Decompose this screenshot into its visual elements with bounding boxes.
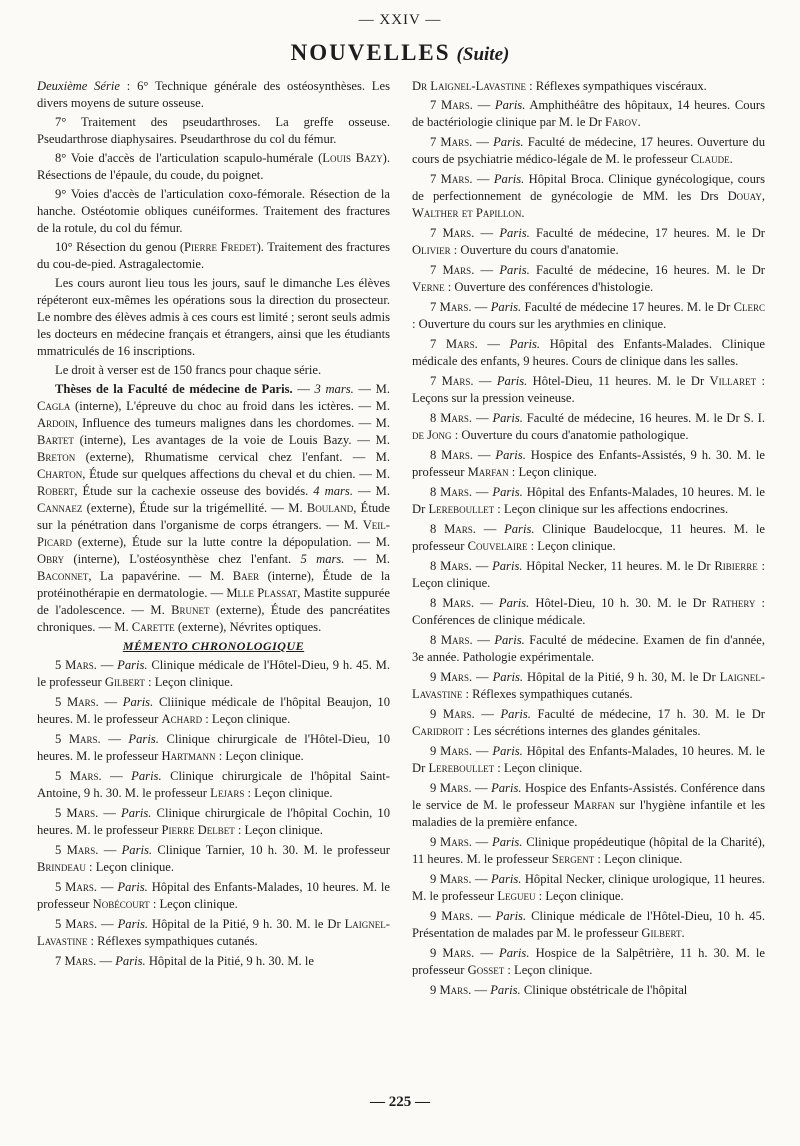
doctor-name: Marfan xyxy=(573,798,615,812)
continued-entry xyxy=(412,78,765,95)
entry-text: Hôpital Necker, 11 heures. M. le Dr xyxy=(526,559,715,573)
memento-entry: 5 Mars. — Paris. Clinique chirurgicale de l'Hôtel-Dieu, 10 heures. M. le professeur Hartmann : Leçon clinique. xyxy=(37,732,390,763)
thesis-title: , Étude sur la pénétration dans l'organisme de corps étrangers. — xyxy=(37,501,391,532)
entry-text: : Leçon clinique. xyxy=(504,963,593,977)
entry-text: Hospice des Enfants-Assistés. Conférence dans le service de M. le professeur xyxy=(412,781,765,812)
memento-entry: 7 Mars. — Paris. Amphithéâtre des hôpitaux, 14 heures. Cours de bactériologie clinique par M. le Dr Farov. xyxy=(412,98,765,129)
memento-entry: 5 Mars. — Paris. Cliinique médicale de l'hôpital Beaujon, 10 heures. M. le professeur Achard : Leçon clinique. xyxy=(37,695,390,726)
entry-text: Clinique Baudelocque, 11 heures. M. le professeur xyxy=(412,522,765,553)
entry-text: : Leçon clinique sur les affections endocrines. xyxy=(494,502,729,516)
memento-entry: 8 Mars. — Paris. Clinique Baudelocque, 11 heures. M. le professeur Couvelaire : Leçon clinique. xyxy=(412,522,765,553)
entry-date: 7 Mars. xyxy=(430,263,475,277)
memento-entry: 7 Mars. — Paris. Hôpital des Enfants-Malades. Clinique médicale des enfants, 9 heures. Cours de clinique dans les salles. xyxy=(412,337,765,368)
entry-city: Paris. xyxy=(117,658,148,672)
entry-city: Paris. xyxy=(492,670,524,684)
thesis-author: M. Cannaez xyxy=(37,484,391,515)
entry-city: Paris. xyxy=(495,909,527,923)
thesis-author: M. Veil-Picard xyxy=(37,518,390,549)
entry-city: Paris. xyxy=(499,263,530,277)
doctor-name: Achard xyxy=(161,712,203,726)
entry-text: : Leçon clinique. xyxy=(202,712,291,726)
entry-date: 9 Mars. xyxy=(430,670,473,684)
paragraph: Les cours auront lieu tous les jours, sauf le dimanche Les élèves répéteront eux-mêmes les opérations sous la direction du prosecteur. Le nombre des élèves admis à ces cours est limité ; seront seuls admis les docteurs en médecine français et étrangers, ainsi que les étudiants mmatriculés de 16 inscriptions. xyxy=(37,276,390,358)
entry-text: Faculté de médecine, 17 h. 30. M. le Dr xyxy=(537,707,765,721)
entry-city: Paris. xyxy=(490,983,521,997)
thesis-author: M. Breton xyxy=(37,433,390,464)
thesis-title: (externe), Rhumatisme cervical chez l'enfant. — xyxy=(75,450,376,464)
doctor-name: Sergent xyxy=(551,852,595,866)
entry-date: 9 Mars. xyxy=(430,835,472,849)
entry-text: Faculté de médecine, 16 heures. M. le Dr xyxy=(535,263,765,277)
thesis-title: (externe), Névrites optiques. xyxy=(174,620,322,634)
memento-entry: 8 Mars. — Paris. Hôpital Necker, 11 heures. M. le Dr Ribierre : Leçon clinique. xyxy=(412,559,766,590)
right-column xyxy=(412,78,765,1002)
thesis-date: 5 mars. xyxy=(300,552,345,566)
entry-date: 9 Mars. xyxy=(430,872,472,886)
theses-paragraph: Thèses de la Faculté de médecine de Paris. — 3 mars. — M. Cagla (interne), L'épreuve du choc au froid dans les ictères. — M. Ardoin, Influence des tumeurs malignes dans les chordomes. — M. Bartet (interne), Les avantages de la voie de Louis Bazy. — M. Breton (externe), Rhumatisme cervical chez l'enfant. — M. Charton, Étude sur quelques affections du cheval et du chien. — M. Robert, Étude sur la cachexie osseuse des bovidés. 4 mars. — M. Cannaez (externe), Étude sur la trigémellité. — M. Bouland, Étude sur la pénétration dans l'organisme de corps étrangers. — M. Veil-Picard (externe), Étude sur la lutte contre la dépopulation. — M. Obry (interne), L'ostéosynthèse chez l'enfant. 5 mars. — M. Baconnet, La papavérine. — M. Baer (interne), Étude de la protéinothérapie en dermatologie. — Mlle Plassat, Mastite suppurée de l'adolescence. — M. Brunet (externe), Étude des pancréatites chroniques. — M. Carette (externe), Névrites optiques. xyxy=(37,382,391,634)
memento-entry: 9 Mars. — Paris. Hôpital de la Pitié, 9 h. 30, M. le Dr Laignel-Lavastine : Réflexes sympathiques cutanés. xyxy=(412,670,765,701)
entry-text: sur l'hygiène infantile et les maladies de la première enfance. xyxy=(412,798,765,829)
entry-text: Clinique Tarnier, 10 h. 30. M. le professeur xyxy=(157,843,390,857)
entry-date: 7 Mars. xyxy=(430,172,473,186)
thesis-author: M. Charton xyxy=(37,450,390,481)
entry-text: Clinique médicale de l'Hôtel-Dieu, 10 h. 45. Présentation de malades par M. le professeur xyxy=(412,909,765,940)
entry-city: Paris. xyxy=(498,596,530,610)
thesis-title: (interne), Les avantages de la voie de Louis Bazy. — xyxy=(73,433,376,447)
entry-text: : Réflexes sympathiques cutanés. xyxy=(462,687,633,701)
memento-entry: 9 Mars. — Paris. Hospice des Enfants-Assistés. Conférence dans le service de M. le professeur Marfan sur l'hygiène infantile et les maladies de la première enfance. xyxy=(412,781,765,829)
thesis-title: (interne), L'ostéosynthèse chez l'enfant. xyxy=(64,552,292,566)
left-entries xyxy=(37,657,390,970)
entry-text: Clinique médicale de l'Hôtel-Dieu, 9 h. 45. M. le professeur xyxy=(37,658,391,689)
memento-entry: 7 Mars. — Paris. Faculté de médecine 17 heures. M. le Dr Clerc : Ouverture du cours sur les arythmies en clinique. xyxy=(412,300,765,331)
entry-date: 7 Mars. xyxy=(430,337,478,351)
entry-city: Paris. xyxy=(504,522,535,536)
doctor-name: Nobécourt xyxy=(92,897,150,911)
doctor-name: Pierre Delbet xyxy=(161,823,235,837)
entry-city: Paris. xyxy=(492,559,523,573)
entry-date: 5 Mars. xyxy=(55,732,101,746)
memento-entry: 8 Mars. — Paris. Hôtel-Dieu, 10 h. 30. M. le Dr Rathery : Conférences de clinique médicale. xyxy=(412,596,765,627)
paragraph-text: 8° Voie d'accès de l'articulation scapulo-humérale ( xyxy=(55,151,323,165)
entry-text: : Leçon clinique. xyxy=(412,559,766,590)
entry-text: : Réflexes sympathiques cutanés. xyxy=(87,934,258,948)
thesis-title: (interne), L'épreuve du choc au froid dans les ictères. — xyxy=(70,399,376,413)
entry-date: 7 Mars. xyxy=(430,226,475,240)
paragraph xyxy=(37,239,390,273)
entry-city: Paris. xyxy=(115,954,146,968)
doctor-name: Lereboullet xyxy=(428,502,495,516)
entry-date: 7 Mars. xyxy=(430,300,472,314)
entry-city: Paris. xyxy=(494,633,525,647)
doctor-name: Rathery xyxy=(712,596,756,610)
entry-text: Hôpital des Enfants-Malades, 10 heures. M. le Dr xyxy=(412,485,765,516)
entry-text: : Conférences de clinique médicale. xyxy=(412,596,765,627)
entry-text: Hôpital des Enfants-Malades, 10 heures. M. le professeur xyxy=(37,880,390,911)
entry-text: : Leçon clinique. xyxy=(508,465,597,479)
entry-city: Paris. xyxy=(492,835,523,849)
memento-entry: 5 Mars. — Paris. Hôpital de la Pitié, 9 h. 30. M. le Dr Laignel-Lavastine : Réflexes sympathiques cutanés. xyxy=(37,917,390,948)
doctor-name: Olivier xyxy=(412,243,451,257)
entry-text: . xyxy=(521,206,525,220)
memento-entry: 9 Mars. — Paris. Clinique propédeutique (hôpital de la Charité), 11 heures. M. le professeur Sergent : Leçon clinique. xyxy=(412,835,766,866)
entry-text: Faculté de médecine, 17 heures. M. le Dr xyxy=(535,226,765,240)
entry-text: Hôpital Necker, clinique urologique, 11 heures. M. le professeur xyxy=(412,872,765,903)
entry-date: 9 Mars. xyxy=(430,707,475,721)
entry-date: 9 Mars. xyxy=(430,781,472,795)
entry-text: : Les sécrétions internes des glandes génitales. xyxy=(463,724,701,738)
doctor-name: Claude xyxy=(690,152,730,166)
thesis-title: (externe), Étude sur la trigémellité. — xyxy=(82,501,289,515)
entry-text: : Ouverture du cours d'anatomie. xyxy=(450,243,619,257)
doctor-name: Legueu xyxy=(497,889,536,903)
memento-entry: 9 Mars. — Paris. Hospice de la Salpêtrière, 11 h. 30. M. le professeur Gosset : Leçon clinique. xyxy=(412,946,765,977)
memento-entry: 5 Mars. — Paris. Clinique chirurgicale de l'hôpital Saint-Antoine, 9 h. 30. M. le professeur Lejars : Leçon clinique. xyxy=(37,769,390,800)
title-text: NOUVELLES xyxy=(290,40,451,65)
memento-entry: 7 Mars. — Paris. Faculté de médecine, 17 heures. M. le Dr Olivier : Ouverture du cours d'anatomie. xyxy=(412,226,765,257)
doctor-name: Lereboullet xyxy=(428,761,495,775)
entry-date: 5 Mars. xyxy=(55,695,99,709)
memento-entry: 5 Mars. — Paris. Clinique médicale de l'Hôtel-Dieu, 9 h. 45. M. le professeur Gilbert : Leçon clinique. xyxy=(37,658,391,689)
entry-text: : Leçon clinique. xyxy=(535,889,624,903)
entry-text: : Ouverture du cours sur les arythmies en clinique. xyxy=(412,317,667,331)
thesis-title: , Mastite suppurée de l'adolescence. — xyxy=(37,586,390,617)
paragraph xyxy=(37,78,390,112)
entry-date: 5 Mars. xyxy=(55,769,102,783)
memento-entry: 8 Mars. — Paris. Faculté de médecine, 16 heures. M. le Dr S. I. de Jong : Ouverture du cours d'anatomie pathologique. xyxy=(412,411,766,442)
author-name: Pierre Fredet xyxy=(184,240,257,254)
doctor-name: Laignel-Lavastine xyxy=(412,670,765,701)
entry-date: 8 Mars. xyxy=(430,448,474,462)
doctor-name: Marfan xyxy=(467,465,509,479)
entry-city: Paris. xyxy=(490,300,522,314)
entry-date: 9 Mars. xyxy=(430,983,472,997)
left-column xyxy=(37,78,390,973)
memento-entry: 9 Mars. — Paris. Hôpital des Enfants-Malades, 10 heures. M. le Dr Lereboullet : Leçon clinique. xyxy=(412,744,765,775)
paragraph-text: ). Résections de l'épaule, du coude, du poignet. xyxy=(37,151,390,182)
entry-city: Paris. xyxy=(121,806,152,820)
thesis-author: M. Baer xyxy=(209,569,260,583)
entry-city: Paris. xyxy=(509,337,541,351)
entry-date: 8 Mars. xyxy=(430,485,473,499)
entry-text: Hôpital de la Pitié, 9 h. 30, M. le Dr xyxy=(526,670,720,684)
thesis-title: , Étude sur quelques affections du cheval et du chien. — xyxy=(82,467,376,481)
entry-city: Paris. xyxy=(493,172,525,186)
entry-city: Paris. xyxy=(117,917,149,931)
entry-city: Paris. xyxy=(492,411,523,425)
entry-text: Hôpital Broca. Clinique gynécologique, cours de perfectionnement de gynécologie de MM. les Drs xyxy=(412,172,765,203)
entry-text: : Leçon clinique. xyxy=(215,749,304,763)
paragraph: 7° Traitement des pseudarthroses. La greffe osseuse. Pseudarthrose diaphysaires. Pseudarthrose du col du fémur. xyxy=(37,115,390,146)
doctor-name: Gilbert xyxy=(641,926,682,940)
doctor-name: Clerc xyxy=(733,300,765,314)
entry-text: Clinique chirurgicale de l'Hôtel-Dieu, 10 heures. M. le professeur xyxy=(37,732,390,763)
entry-text: Clinique propédeutique (hôpital de la Charité), 11 heures. M. le professeur xyxy=(412,835,766,866)
entry-date: 5 Mars. xyxy=(55,658,97,672)
entry-text: Faculté de médecine. Examen de fin d'année, 3e année. Pathologie expérimentale. xyxy=(412,633,765,664)
serie-label: Deuxième Série xyxy=(37,79,121,93)
entry-date: 5 Mars. xyxy=(55,880,98,894)
thesis-title: , Influence des tumeurs malignes dans les chordomes. — xyxy=(74,416,376,430)
entry-city: Paris. xyxy=(131,769,162,783)
entry-text: : Leçons sur la pression veineuse. xyxy=(412,374,765,405)
thesis-author: M. Bouland xyxy=(288,501,354,515)
author-name: Louis Bazy xyxy=(322,151,383,165)
thesis-title: (interne), Étude de la protéinothérapie en dermatologie. — xyxy=(37,569,390,600)
entry-text: Hôpital de la Pitié, 9 h. 30. M. le xyxy=(148,954,314,968)
entry-text: Clinique chirurgicale de l'hôpital Cochin, 10 heures. M. le professeur xyxy=(37,806,390,837)
entry-text: . xyxy=(729,152,733,166)
entry-text: . xyxy=(637,115,641,129)
entry-text: Hôpital de la Pitié, 9 h. 30. M. le Dr xyxy=(151,917,345,931)
doctor-name: Gosset xyxy=(467,963,505,977)
thesis-author: M. Bartet xyxy=(37,416,390,447)
entry-text: Cliinique médicale de l'hôpital Beaujon, 10 heures. M. le professeur xyxy=(37,695,390,726)
thesis-date: 4 mars. xyxy=(313,484,353,498)
thesis-date: 3 mars. xyxy=(314,382,354,396)
entry-text: Hôpital des Enfants-Malades, 10 heures. M. le Dr xyxy=(412,744,765,775)
doctor-name: S. I. de Jong xyxy=(412,411,766,442)
memento-entry: 5 Mars. — Paris. Clinique chirurgicale de l'hôpital Cochin, 10 heures. M. le professeur Pierre Delbet : Leçon clinique. xyxy=(37,806,390,837)
right-entries xyxy=(412,97,765,999)
entry-date: 8 Mars. xyxy=(430,411,473,425)
entry-text: Hôtel-Dieu, 11 heures. M. le Dr xyxy=(532,374,710,388)
memento-entry: 8 Mars. — Paris. Faculté de médecine. Examen de fin d'année, 3e année. Pathologie expérimentale. xyxy=(412,633,765,664)
entry-date: 8 Mars. xyxy=(430,559,472,573)
theses-heading: Thèses de la Faculté de médecine de Paris. xyxy=(55,382,293,396)
page-number: — 225 — xyxy=(370,1094,430,1110)
memento-entry: 5 Mars. — Paris. Hôpital des Enfants-Malades, 10 heures. M. le professeur Nobécourt : Leçon clinique. xyxy=(37,880,390,911)
entry-date: 8 Mars. xyxy=(430,596,475,610)
entry-text: Hôtel-Dieu, 10 h. 30. M. le Dr xyxy=(535,596,713,610)
doctor-name: Douay, Walther et Papillon xyxy=(412,189,765,220)
entry-text: : Leçon clinique. xyxy=(494,761,583,775)
entry-text: : Ouverture des conférences d'histologie. xyxy=(444,280,654,294)
thesis-author: M. Robert xyxy=(37,467,390,498)
paragraph: 9° Voies d'accès de l'articulation coxo-fémorale. Résection de la hanche. Ostéotomie obliques cunéiformes. Traitement des fractures de la rotule, du col du fémur. xyxy=(37,187,390,235)
entry-city: Paris. xyxy=(122,695,154,709)
entry-text: : Réflexes sympathiques viscéraux. xyxy=(526,79,707,93)
entry-date: 7 Mars. xyxy=(430,98,473,112)
memento-entry: 8 Mars. — Paris. Hôpital des Enfants-Malades, 10 heures. M. le Dr Lereboullet : Leçon clinique sur les affections endocrines. xyxy=(412,485,765,516)
page-title xyxy=(0,40,800,66)
entry-date: 5 Mars. xyxy=(55,806,99,820)
thesis-author: M. Ardoin xyxy=(37,399,390,430)
entry-city: Paris. xyxy=(499,226,530,240)
thesis-title: (externe), Étude sur la lutte contre la dépopulation. — xyxy=(72,535,376,549)
entry-text: : Leçon clinique. xyxy=(594,852,683,866)
entry-city: Paris. xyxy=(500,707,531,721)
doctor-name: Verne xyxy=(412,280,445,294)
memento-title: MÉMENTO CHRONOLOGIQUE xyxy=(122,639,305,653)
entry-text: Clinique obstétricale de l'hôpital xyxy=(523,983,688,997)
entry-text: : Leçon clinique. xyxy=(527,539,616,553)
entry-date: 9 Mars. xyxy=(430,909,474,923)
entry-city: Paris. xyxy=(495,448,526,462)
entry-text: : Ouverture du cours d'anatomie pathologique. xyxy=(451,428,689,442)
thesis-title: (externe), Étude des pancréatites chroniques. — xyxy=(37,603,390,634)
entry-text: . xyxy=(681,926,685,940)
entry-date: 8 Mars. xyxy=(430,522,476,536)
entry-city: Paris. xyxy=(499,946,530,960)
memento-entry: 7 Mars. — Paris. Hôtel-Dieu, 11 heures. M. le Dr Villaret : Leçons sur la pression veineuse. xyxy=(412,374,765,405)
entry-date: 7 Mars. xyxy=(430,374,474,388)
doctor-name: Couvelaire xyxy=(467,539,528,553)
title-suite: (Suite) xyxy=(456,44,510,65)
entry-date: 7 Mars. xyxy=(430,135,473,149)
memento-entry: 5 Mars. — Paris. Clinique Tarnier, 10 h. 30. M. le professeur Brindeau : Leçon clinique. xyxy=(37,843,390,874)
thesis-author: M. Baconnet xyxy=(37,552,391,583)
paragraph xyxy=(37,150,390,184)
entry-city: Paris. xyxy=(117,880,148,894)
thesis-author: M. Obry xyxy=(37,535,390,566)
thesis-title: , Étude sur la cachexie osseuse des bovidés. xyxy=(74,484,309,498)
entry-date: 5 Mars. xyxy=(55,843,99,857)
doctor-name: Caridroit xyxy=(412,724,464,738)
entry-text: : Leçon clinique. xyxy=(234,823,323,837)
paragraph: Le droit à verser est de 150 francs pour chaque série. xyxy=(55,363,322,377)
doctor-name: Dr Laignel-Lavastine xyxy=(412,79,526,93)
memento-entry: 8 Mars. — Paris. Hospice des Enfants-Assistés, 9 h. 30. M. le professeur Marfan : Leçon clinique. xyxy=(412,448,765,479)
doctor-name: Gilbert xyxy=(104,675,145,689)
entry-city: Paris. xyxy=(490,872,522,886)
thesis-author: M. Carette xyxy=(114,620,175,634)
entry-city: Paris. xyxy=(492,485,523,499)
memento-entry: 7 Mars. — Paris. Faculté de médecine, 17 heures. Ouverture du cours de psychiatrie médico-légale de M. le professeur Claude. xyxy=(412,135,765,166)
doctor-name: Ribierre xyxy=(714,559,758,573)
paragraph-text: : 6° Technique générale des ostéosynthèses. Les divers moyens de suture osseuse. xyxy=(37,79,390,110)
entry-text: : Leçon clinique. xyxy=(85,860,175,874)
doctor-name: Hartmann xyxy=(161,749,216,763)
thesis-author: M. Brunet xyxy=(150,603,210,617)
entry-text: Faculté de médecine, 16 heures. M. le Dr xyxy=(526,411,744,425)
entry-text: : Leçon clinique. xyxy=(149,897,238,911)
entry-city: Paris. xyxy=(491,781,522,795)
memento-entry: 9 Mars. — Paris. Hôpital Necker, clinique urologique, 11 heures. M. le professeur Legueu : Leçon clinique. xyxy=(412,872,765,903)
entry-city: Paris. xyxy=(492,744,523,758)
doctor-name: Laignel-Lavastine xyxy=(37,917,390,948)
entry-text: Clinique chirurgicale de l'hôpital Saint-Antoine, 9 h. 30. M. le professeur xyxy=(37,769,390,800)
doctor-name: Brindeau xyxy=(37,860,86,874)
thesis-title: , La papavérine. — xyxy=(88,569,210,583)
doctor-name: Farov xyxy=(605,115,638,129)
entry-city: Paris. xyxy=(121,843,153,857)
doctor-name: Villaret xyxy=(709,374,757,388)
memento-entry: 7 Mars. — Paris. Faculté de médecine, 16 heures. M. le Dr Verne : Ouverture des conférences d'histologie. xyxy=(412,263,765,294)
memento-entry: 7 Mars. — Paris. Hôpital de la Pitié, 9 h. 30. M. le xyxy=(55,954,314,968)
paragraph-text: ). Traitement des fractures du cou-de-pied. Astragalectomie. xyxy=(37,240,391,271)
entry-date: 9 Mars. xyxy=(430,946,475,960)
thesis-author: Mlle Plassat xyxy=(226,586,298,600)
memento-entry: 9 Mars. — Paris. Clinique obstétricale de l'hôpital xyxy=(430,983,688,997)
entry-date: 9 Mars. xyxy=(430,744,473,758)
entry-city: Paris. xyxy=(496,374,528,388)
entry-text: Hôpital des Enfants-Malades. Clinique médicale des enfants, 9 heures. Cours de clinique dans les salles. xyxy=(412,337,765,368)
paragraph-text: 10° Résection du genou ( xyxy=(55,240,185,254)
entry-text: Hospice de la Salpêtrière, 11 h. 30. M. le professeur xyxy=(412,946,765,977)
header-page-roman: — XXIV — xyxy=(358,12,442,28)
entry-date: 8 Mars. xyxy=(430,633,473,647)
memento-entry: 7 Mars. — Paris. Hôpital Broca. Clinique gynécologique, cours de perfectionnement de gynécologie de MM. les Drs Douay, Walther et Papillon. xyxy=(412,172,765,220)
entry-city: Paris. xyxy=(494,98,526,112)
entry-city: Paris. xyxy=(493,135,524,149)
entry-text: Faculté de médecine, 17 heures. Ouverture du cours de psychiatrie médico-légale de M. le professeur xyxy=(412,135,765,166)
memento-entry: 9 Mars. — Paris. Faculté de médecine, 17 h. 30. M. le Dr Caridroit : Les sécrétions internes des glandes génitales. xyxy=(412,707,765,738)
thesis-author: M. Cagla xyxy=(37,382,390,413)
entry-city: Paris. xyxy=(128,732,159,746)
doctor-name: Lejars xyxy=(210,786,245,800)
entry-text: Amphithéâtre des hôpitaux, 14 heures. Cours de bactériologie clinique par M. le Dr xyxy=(412,98,765,129)
memento-entry: 9 Mars. — Paris. Clinique médicale de l'Hôtel-Dieu, 10 h. 45. Présentation de malades par M. le professeur Gilbert. xyxy=(412,909,765,940)
entry-text: : Leçon clinique. xyxy=(144,675,234,689)
entry-text: : Leçon clinique. xyxy=(244,786,333,800)
entry-date: 7 Mars. xyxy=(55,954,97,968)
entry-text: Faculté de médecine 17 heures. M. le Dr xyxy=(524,300,734,314)
entry-text: Hospice des Enfants-Assistés, 9 h. 30. M. le professeur xyxy=(412,448,765,479)
entry-date: 5 Mars. xyxy=(55,917,98,931)
